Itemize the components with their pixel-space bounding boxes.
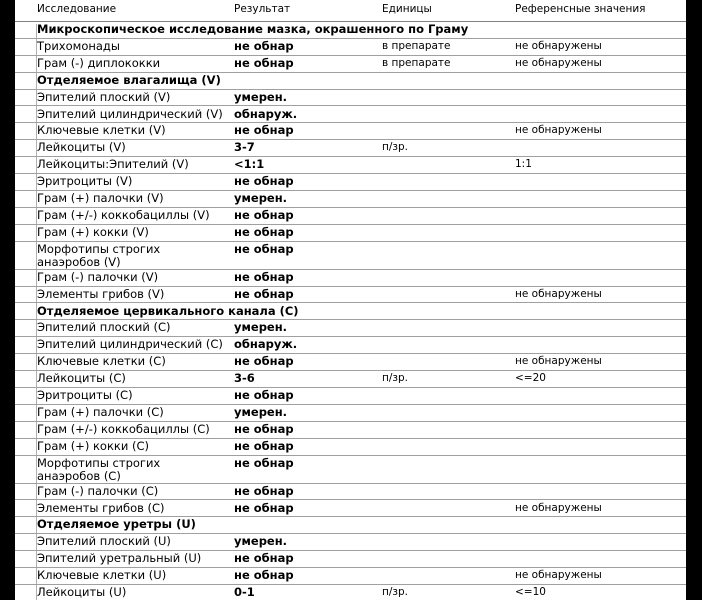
- test-result: не обнар: [234, 286, 294, 301]
- test-units: п/зр.: [382, 141, 408, 154]
- table-row: [15, 353, 686, 371]
- table-row: [15, 370, 686, 388]
- table-row: [15, 404, 686, 422]
- table-row: [15, 224, 686, 242]
- table-row: [15, 584, 686, 600]
- test-name: Грам (-) палочки (C): [37, 483, 159, 498]
- test-result: не обнар: [234, 224, 294, 239]
- table-row: [15, 483, 686, 501]
- table-row: [15, 269, 686, 287]
- test-name: Эпителий цилиндрический (V): [37, 106, 223, 121]
- test-name: Грам (+) кокки (C): [37, 438, 149, 453]
- test-result: не обнар: [234, 500, 294, 515]
- test-result: не обнар: [234, 123, 294, 138]
- table-row: [15, 567, 686, 585]
- test-reference: не обнаружены: [515, 124, 602, 137]
- header-investigation: Исследование: [37, 3, 117, 15]
- table-row: [15, 173, 686, 191]
- test-result: не обнар: [234, 354, 294, 369]
- table-row: [15, 241, 686, 270]
- test-result: не обнар: [234, 551, 294, 566]
- test-result: 0-1: [234, 585, 255, 599]
- test-name: Эритроциты (V): [37, 174, 133, 189]
- table-header: [15, 0, 686, 22]
- test-result: не обнар: [234, 269, 294, 284]
- test-name: Ключевые клетки (C): [37, 354, 166, 369]
- test-result: не обнар: [234, 483, 294, 498]
- test-name: Эпителий плоский (U): [37, 534, 171, 549]
- test-result: обнаруж.: [234, 337, 298, 352]
- table-row: [15, 106, 686, 124]
- table-row: [15, 387, 686, 405]
- test-result: 3-6: [234, 371, 255, 386]
- table-row: [15, 550, 686, 568]
- section-title: Микроскопическое исследование мазка, окрашенного по Граму: [37, 22, 469, 36]
- test-result: 3-7: [234, 140, 255, 155]
- test-result: умерен.: [234, 534, 288, 549]
- table-row: [15, 190, 686, 208]
- section-header-row: [15, 516, 686, 534]
- test-result: умерен.: [234, 320, 288, 335]
- header-reference: Референсные значения: [515, 3, 646, 15]
- test-name: Элементы грибов (V): [37, 286, 165, 301]
- test-result: не обнар: [234, 388, 294, 402]
- test-reference: не обнаружены: [515, 56, 602, 69]
- section-header-row: [15, 21, 686, 39]
- test-name: Грам (-) диплококки: [37, 55, 161, 70]
- test-result: обнаруж.: [234, 106, 298, 121]
- test-name: Морфотипы строгих анаэробов (V): [37, 241, 161, 269]
- section-title: Отделяемое влагалища (V): [37, 72, 221, 87]
- header-units: Единицы: [382, 3, 432, 15]
- table-row: [15, 455, 686, 484]
- test-name: Элементы грибов (C): [37, 500, 165, 515]
- table-row: [15, 319, 686, 337]
- test-name: Трихомонады: [37, 38, 120, 53]
- test-result: умерен.: [234, 191, 288, 205]
- test-name: Ключевые клетки (U): [37, 568, 167, 583]
- test-reference: не обнаружены: [515, 355, 602, 368]
- table-row: [15, 89, 686, 107]
- test-result: не обнар: [234, 455, 294, 470]
- table-row: [15, 55, 686, 73]
- test-name: Грам (+) палочки (C): [37, 404, 164, 419]
- test-name: Грам (-) палочки (V): [37, 269, 159, 284]
- test-name: Лейкоциты:Эпителий (V): [37, 157, 189, 172]
- test-name: Лейкоциты (C): [37, 371, 126, 386]
- table-row: [15, 438, 686, 456]
- header-result: Результат: [234, 3, 291, 15]
- test-units: в препарате: [382, 56, 451, 69]
- test-result: не обнар: [234, 38, 294, 53]
- test-name: Морфотипы строгих анаэробов (C): [37, 455, 161, 483]
- table-row: [15, 336, 686, 354]
- test-reference: не обнаружены: [515, 501, 602, 514]
- test-name: Грам (+) кокки (V): [37, 224, 149, 239]
- test-name: Эпителий плоский (V): [37, 89, 171, 104]
- test-name: Лейкоциты (V): [37, 140, 126, 155]
- test-result: не обнар: [234, 174, 294, 189]
- test-result: не обнар: [234, 438, 294, 453]
- table-row: [15, 421, 686, 439]
- test-result: <1:1: [234, 157, 265, 172]
- test-name: Эритроциты (C): [37, 388, 133, 402]
- test-name: Ключевые клетки (V): [37, 123, 166, 138]
- test-result: не обнар: [234, 421, 294, 436]
- test-reference: не обнаружены: [515, 287, 602, 300]
- test-units: в препарате: [382, 39, 451, 52]
- test-name: Лейкоциты (U): [37, 585, 127, 599]
- section-title: Отделяемое уретры (U): [37, 517, 196, 532]
- section-header-row: [15, 72, 686, 90]
- test-result: не обнар: [234, 55, 294, 70]
- test-reference: 1:1: [515, 158, 532, 171]
- test-name: Грам (+/-) коккобациллы (C): [37, 421, 210, 436]
- test-result: не обнар: [234, 207, 294, 222]
- table-row: [15, 286, 686, 304]
- table-row: [15, 533, 686, 551]
- section-title: Отделяемое цервикального канала (C): [37, 303, 299, 318]
- test-result: не обнар: [234, 241, 294, 256]
- test-result: умерен.: [234, 89, 288, 104]
- test-units: п/зр.: [382, 586, 408, 598]
- test-units: п/зр.: [382, 372, 408, 385]
- section-header-row: [15, 303, 686, 321]
- table-row: [15, 139, 686, 157]
- test-result: умерен.: [234, 404, 288, 419]
- table-row: [15, 156, 686, 174]
- test-name: Эпителий цилиндрический (C): [37, 337, 223, 352]
- table-row: [15, 207, 686, 225]
- table-row: [15, 500, 686, 518]
- test-reference: <=20: [515, 372, 546, 385]
- test-name: Грам (+) палочки (V): [37, 191, 164, 205]
- test-result: не обнар: [234, 568, 294, 583]
- test-name: Грам (+/-) коккобациллы (V): [37, 207, 210, 222]
- test-name: Эпителий уретральный (U): [37, 551, 202, 566]
- test-reference: не обнаружены: [515, 569, 602, 582]
- table-row: [15, 38, 686, 56]
- results-sheet: [15, 0, 686, 600]
- test-name: Эпителий плоский (C): [37, 320, 171, 335]
- table-row: [15, 122, 686, 140]
- test-reference: не обнаружены: [515, 39, 602, 52]
- test-reference: <=10: [515, 586, 546, 598]
